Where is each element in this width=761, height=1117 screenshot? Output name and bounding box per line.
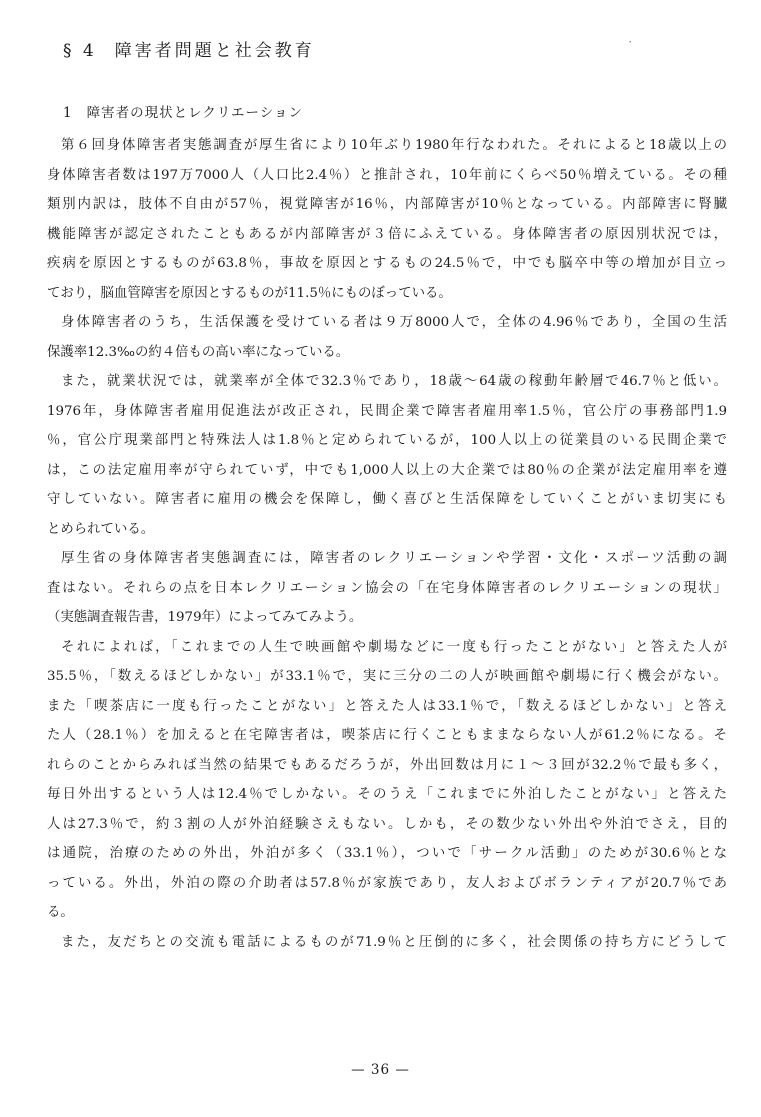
body-text	[47, 131, 727, 957]
text-line: 35.5％，「数えるほどしかない」が33.1％で，実に三分の二の人が映画館や劇場に行く機会がない。	[47, 669, 727, 684]
text-line: ％，官公庁現業部門と特殊法人は1.8％と定められているが，100人以上の従業員のいる民間企業で	[47, 433, 727, 448]
text-line: 第６回身体障害者実態調査が厚生省により10年ぶり1980年行なわれた。それによると18歳以上の	[61, 138, 727, 153]
text-line: 人は27.3％で，約３割の人が外泊経験さえもない。しかも，その数少ない外出や外泊でさえ，目的	[47, 816, 727, 832]
section-number: § 4	[63, 41, 97, 61]
section-title-text: 障害者問題と社会教育	[114, 41, 315, 61]
text-line: また，友だちとの交流も電話によるものが71.9％と圧倒的に多く，社会関係の持ち方にどうして	[61, 934, 727, 950]
text-line: 身体障害者数は197万7000人（人口比2.4％）と推計され，10年前にくらべ50％増えている。その種	[47, 167, 727, 183]
text-line: た人（28.1％）を加えると在宅障害者は，喫茶店に行くこともままならない人が61.2％になる。そ	[47, 728, 727, 743]
text-line: る。	[47, 905, 74, 920]
scan-speck: ⠂	[628, 38, 636, 49]
text-line: 守していない。障害者に雇用の機会を保障し，働く喜びと生活保障をしていくことがいま切実にも	[47, 492, 727, 507]
text-line: それによれば，「これまでの人生で映画館や劇場などに一度も行ったことがない」と答えた人が	[61, 639, 727, 655]
text-line: 保護率12.3‰の約４倍もの高い率になっている。	[47, 344, 350, 360]
text-line: っている。外出，外泊の際の介助者は57.8％が家族であり，友人およびボランティアが20.7％であ	[47, 875, 727, 891]
text-line: 毎日外出するという人は12.4％でしかない。そのうえ「これまでに外泊したことがない」と答えた	[47, 787, 727, 802]
subsection-heading	[63, 101, 303, 121]
page-number: — 36 —	[351, 1062, 410, 1078]
text-line: 機能障害が認定されたこともあるが内部障害が３倍にふえている。身体障害者の原因別状況では，	[47, 226, 727, 242]
subsection-number: 1	[63, 105, 73, 121]
text-line: 類別内訳は，肢体不自由が57％，視覚障害が16％，内部障害が10％となっている。内部障害に腎臓	[47, 197, 727, 212]
text-line: 査はない。それらの点を日本レクリエーション協会の「在宅身体障害者のレクリエーションの現状」	[47, 580, 727, 596]
text-line: れらのことからみれば当然の結果でもあるだろうが，外出回数は月に１〜３回が32.2％で最も多く，	[47, 757, 727, 773]
text-line: ており，脳血管障害を原因とするものが11.5％にものぼっている。	[47, 285, 452, 301]
section-title	[63, 36, 315, 61]
text-line: 1976年，身体障害者雇用促進法が改正され，民間企業で障害者雇用率1.5％，官公庁の事務部門1.9	[47, 403, 727, 419]
text-line: 疾病を原因とするものが63.8％，事故を原因とするもの24.5％で，中でも脳卒中等の増加が目立っ	[47, 256, 727, 271]
subsection-heading-text: 障害者の現状とレクリエーション	[86, 105, 304, 121]
text-line: とめられている。	[47, 521, 155, 537]
text-line: は，この法定雇用率が守られていず，中でも1,000人以上の大企業では80％の企業が法定雇用率を遵	[47, 462, 727, 478]
text-line: （実態調査報告書，1979年）によってみてみよう。	[47, 610, 363, 625]
text-line: は通院，治療のための外出，外泊が多く（33.1％），ついで「サークル活動」のためが30.6％とな	[47, 846, 727, 861]
text-line: また「喫茶店に一度も行ったことがない」と答えた人は33.1％で，「数えるほどしかない」と答え	[47, 698, 727, 714]
text-line: また，就業状況では，就業率が全体で32.3％であり，18歳〜64歳の稼動年齢層で46.7％と低い。	[61, 374, 727, 389]
text-line: 厚生省の身体障害者実態調査には，障害者のレクリエーションや学習・文化・スポーツ活動の調	[61, 551, 727, 566]
text-line: 身体障害者のうち，生活保護を受けている者は９万8000人で，全体の4.96％であり，全国の生活	[61, 315, 727, 330]
